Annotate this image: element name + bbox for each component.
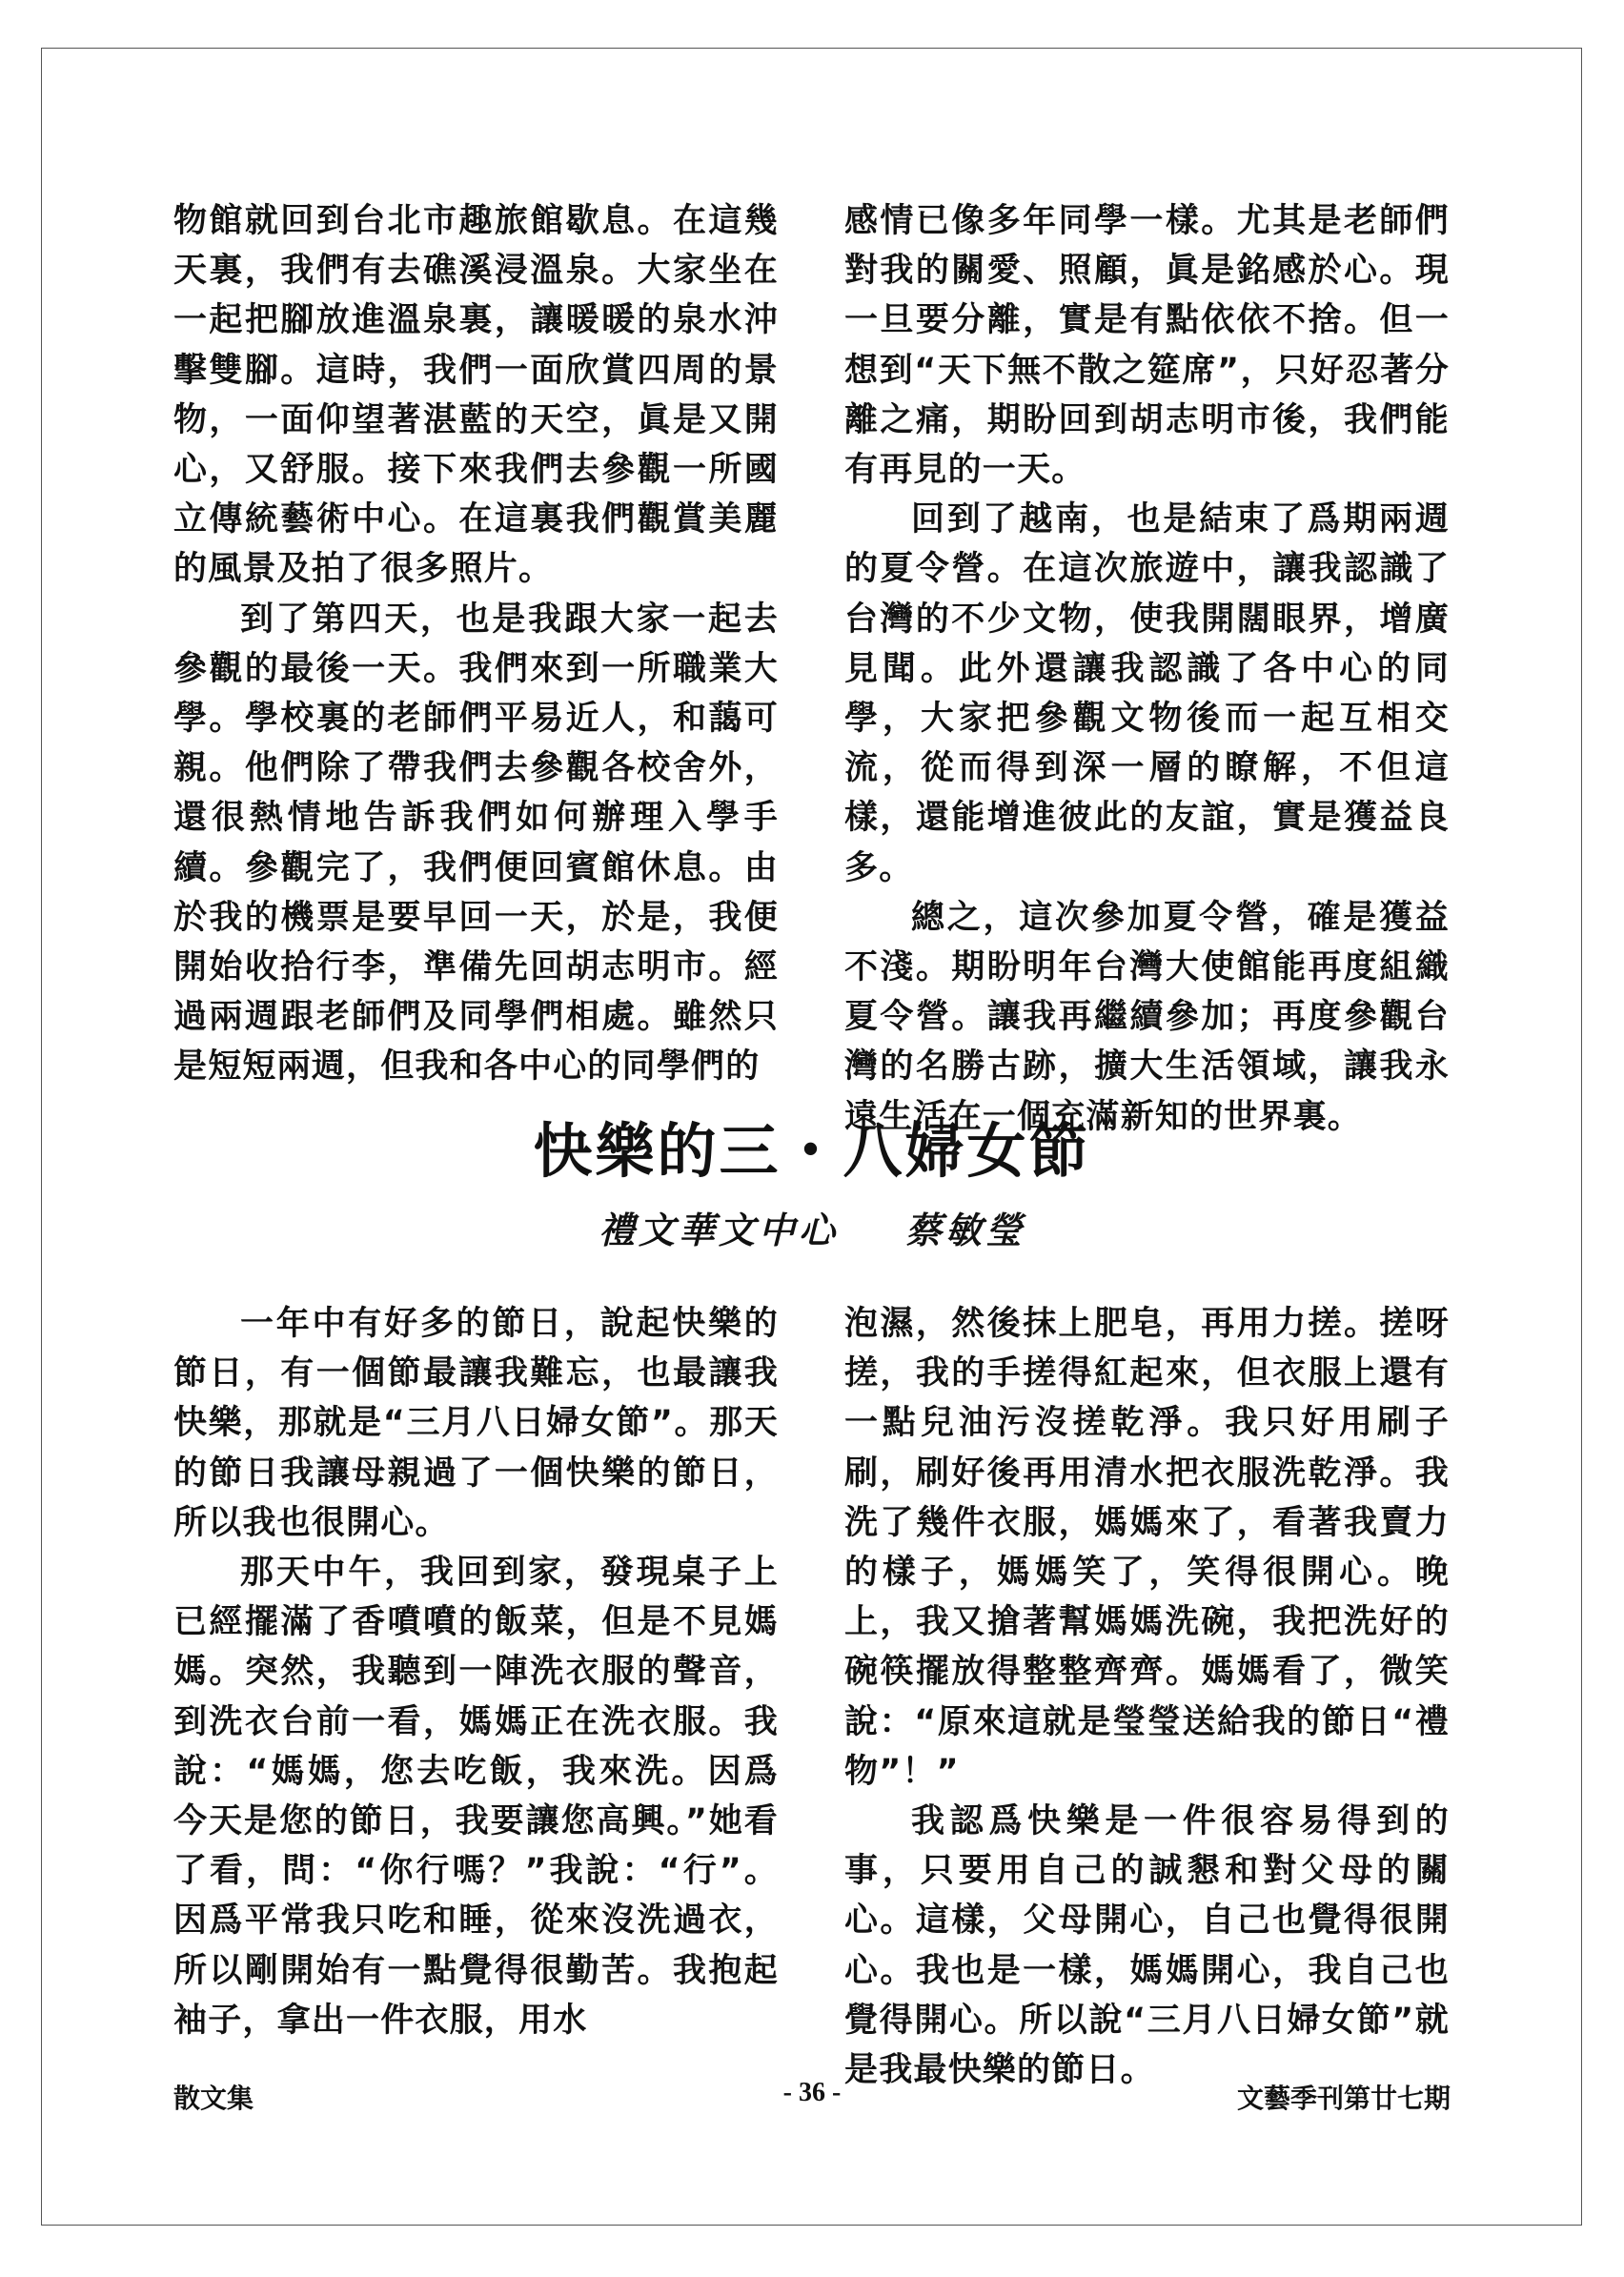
author-name: 蔡敏瑩 [905,1209,1026,1251]
author-center: 禮文華文中心 [598,1209,839,1251]
paragraph: 感情已像多年同學一樣。尤其是老師們對我的關愛、照顧，眞是銘感於心。現一旦要分離，實是有點依依不捨。但一想到“天下無不散之筵席”，只好忍著分離之痛，期盼回到胡志明市後，我們能有再見的一天。 [844,202,1450,490]
paragraph: 那天中午，我回到家，發現桌子上已經擺滿了香噴噴的飯菜，但是不見媽媽。突然，我聽到一陣洗衣服的聲音，到洗衣台前一看，媽媽正在洗衣服。我說：“媽媽，您去吃飯，我來洗。因爲今天是您的節日，我要讓您高興。”她看了看，問：“你行嗎？”我說：“行”。因爲平常我只吃和睡，從來沒洗過衣，所以剛開始有一點覺得很勤苦。我抱起袖子，拿出一件衣服，用水 [173,1554,779,2040]
article-right-column [844,1299,1450,2095]
footer-section-label: 散文集 [173,2084,254,2113]
footer-publication: 文藝季刊第廿七期 [1236,2084,1451,2113]
previous-article-right-column [844,196,1450,1142]
paragraph: 回到了越南，也是結束了爲期兩週的夏令營。在這次旅遊中，讓我認識了台灣的不少文物，使我開闊眼界，增廣見聞。此外還讓我認識了各中心的同學，大家把參觀文物後而一起互相交流，從而得到深一層的瞭解，不但這樣，還能增進彼此的友誼，實是獲益良多。 [844,500,1450,887]
paragraph: 到了第四天，也是我跟大家一起去參觀的最後一天。我們來到一所職業大學。學校裏的老師們平易近人，和藹可親。他們除了帶我們去參觀各校舍外，還很熱情地告訴我們如何辦理入學手續。參觀完了，我們便回賓館休息。由於我的機票是要早回一天，於是，我便開始收拾行李，準備先回胡志明市。經過兩週跟老師們及同學們相處。雖然只是短短兩週，但我和各中心的同學們的 [173,600,779,1087]
byline [0,1201,1624,1253]
paragraph: 總之，這次參加夏令營，確是獲益不淺。期盼明年台灣大使館能再度組織夏令營。讓我再繼續參加；再度參觀台灣的名勝古跡，擴大生活領域，讓我永遠生活在一個充滿新知的世界裏。 [844,898,1450,1136]
previous-article-left-column [173,196,779,1092]
paragraph: 一年中有好多的節日，說起快樂的節日，有一個節最讓我難忘，也最讓我快樂，那就是“三月八日婦女節”。那天的節日我讓母親過了一個快樂的節日，所以我也很開心。 [173,1305,779,1542]
page-number: - 36 - [782,2078,842,2107]
paragraph: 泡濕，然後抹上肥皂，再用力搓。搓呀搓，我的手搓得紅起來，但衣服上還有一點兒油污沒搓乾淨。我只好用刷子刷，刷好後再用清水把衣服洗乾淨。我洗了幾件衣服，媽媽來了，看著我賣力的樣子，媽媽笑了，笑得很開心。晚上，我又搶著幫媽媽洗碗，我把洗好的碗筷擺放得整整齊齊。媽媽看了，微笑說：“原來這就是瑩瑩送給我的節日“禮物”！” [844,1305,1450,1791]
paragraph: 我認爲快樂是一件很容易得到的事，只要用自己的誠懇和對父母的關心。這樣，父母開心，自己也覺得很開心。我也是一樣，媽媽開心，我自己也覺得開心。所以說“三月八日婦女節”就是我最快樂的節日。 [844,1802,1450,2090]
paragraph: 物館就回到台北市趣旅館歇息。在這幾天裏，我們有去礁溪浸溫泉。大家坐在一起把腳放進溫泉裏，讓暖暖的泉水沖擊雙腳。這時，我們一面欣賞四周的景物，一面仰望著湛藍的天空，眞是又開心，又舒服。接下來我們去參觀一所國立傳統藝術中心。在這裏我們觀賞美麗的風景及拍了很多照片。 [173,202,779,589]
article-title: 快樂的三・八婦女節 [533,1116,1091,1186]
article-left-column [173,1299,779,2045]
